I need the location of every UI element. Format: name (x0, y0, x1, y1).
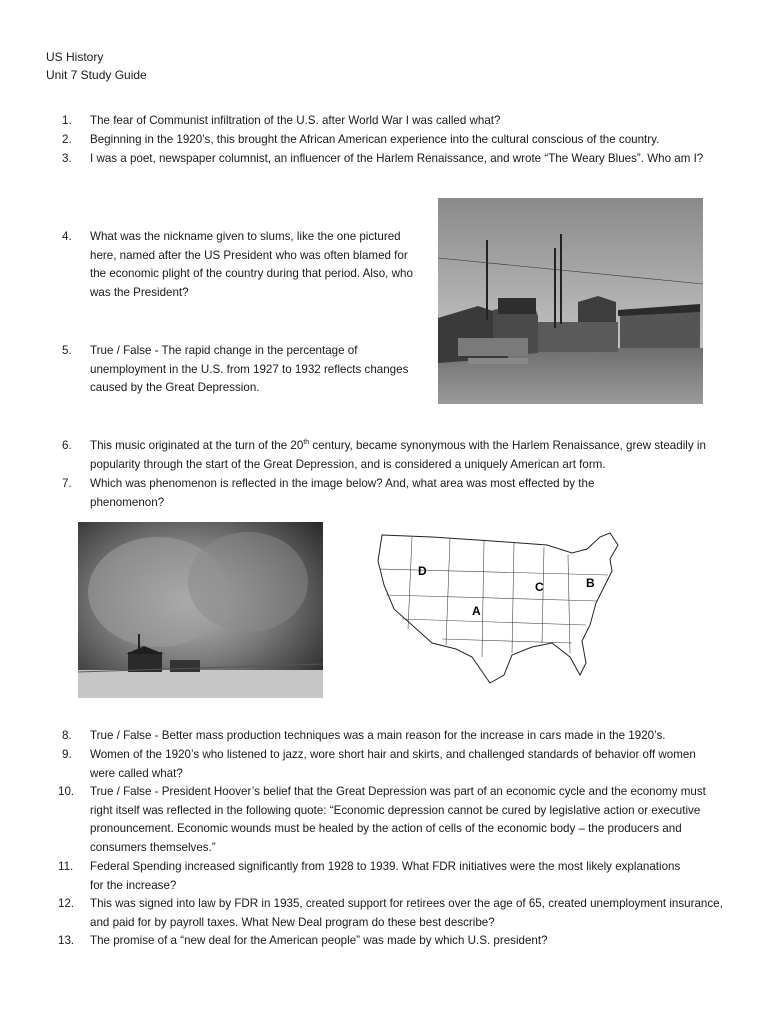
us-map (372, 525, 630, 687)
map-label-c: C (535, 580, 544, 594)
shantytown-photo (438, 198, 703, 404)
question-1: 1. The fear of Communist infiltration of the U.S. after World War I was called what? (62, 114, 501, 127)
question-11: 11. Federal Spending increased significantly from 1928 to 1939. What FDR initiatives were the most likely explanations for the increase? (58, 860, 681, 892)
us-map-outline (372, 525, 630, 687)
question-4: 4. What was the nickname given to slums, like the one pictured here, named after the US President who was often blamed for the economic plight of the country during that period. Also, who was the President? (62, 230, 413, 299)
question-5: 5. True / False - The rapid change in the percentage of unemployment in the U.S. from 1927 to 1932 reflects changes caused by the Great Depression. (62, 344, 409, 394)
question-10: 10. True / False - President Hoover’s belief that the Great Depression was part of an economic cycle and the economy must right itself was reflected in the following quote: “Economic depression cannot be cured by legislative action or executive pronouncement. Economic wounds must be healed by the action of cells of the economic body – the producers and consumers themselves.” (58, 785, 706, 854)
guide-title: Unit 7 Study Guide (46, 68, 147, 82)
question-7: 7. Which was phenomenon is reflected in the image below? And, what area was most effected by the phenomenon? (62, 477, 595, 509)
map-label-b: B (586, 576, 595, 590)
question-12: 12. This was signed into law by FDR in 1935, created support for retirees over the age of 65, created unemployment insurance, and paid for by payroll taxes. What New Deal program do these best describe? (58, 897, 723, 929)
question-13: 13. The promise of a “new deal for the American people” was made by which U.S. president? (58, 934, 548, 947)
question-8: 8. True / False - Better mass production techniques was a main reason for the increase in cars made in the 1920’s. (62, 729, 666, 742)
question-6: 6. This music originated at the turn of the 20th century, became synonymous with the Harlem Renaissance, grew steadily in popularity through the start of the Great Depression, and is considered a uniquely American art form. (62, 439, 706, 471)
question-2: 2. Beginning in the 1920’s, this brought the African American experience into the cultural conscious of the country. (62, 133, 660, 146)
map-label-d: D (418, 564, 427, 578)
course-title: US History (46, 50, 104, 64)
question-3: 3. I was a poet, newspaper columnist, an influencer of the Harlem Renaissance, and wrote “The Weary Blues”. Who am I? (62, 152, 704, 165)
dust-storm-photo (78, 522, 323, 698)
map-label-a: A (472, 604, 481, 618)
question-9: 9. Women of the 1920’s who listened to jazz, wore short hair and skirts, and challenged standards of behavior off women were called what? (62, 748, 696, 780)
